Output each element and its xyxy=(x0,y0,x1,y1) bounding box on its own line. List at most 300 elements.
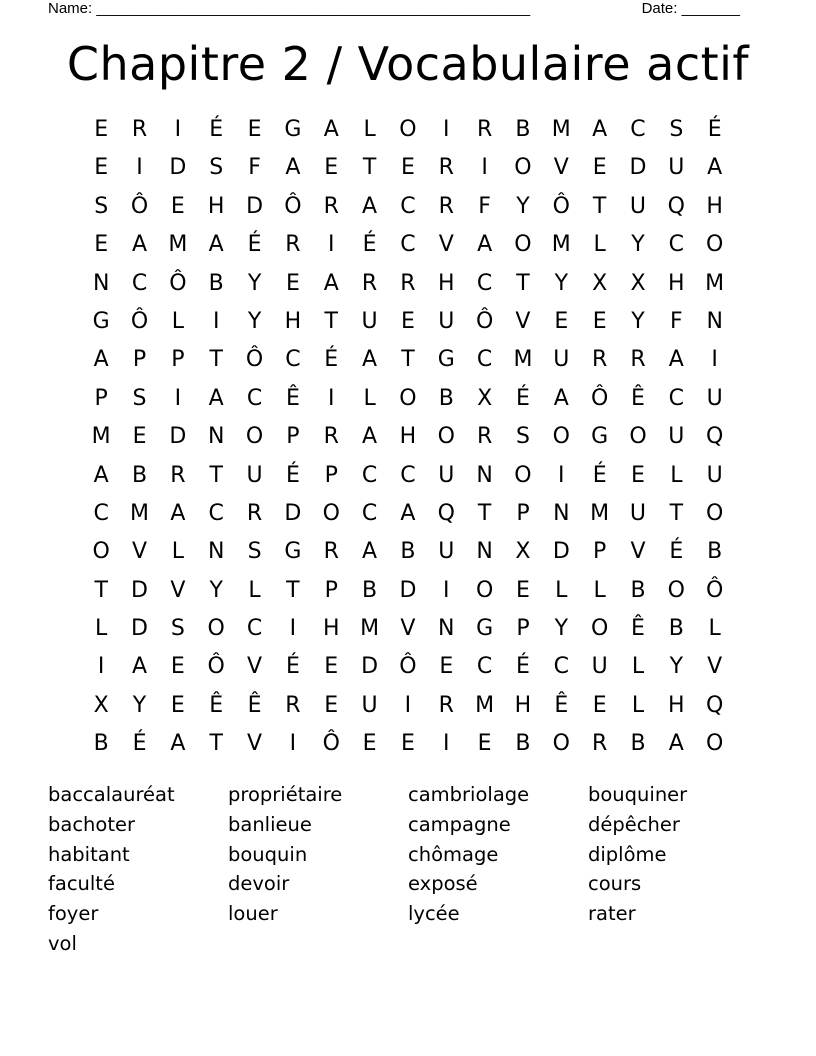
grid-row xyxy=(82,341,734,379)
grid-letter: O xyxy=(552,731,570,757)
grid-letter: B xyxy=(400,539,416,565)
grid-letter: B xyxy=(668,616,684,642)
grid-letter: L xyxy=(593,232,606,258)
grid-row xyxy=(82,265,734,303)
grid-letter: Y xyxy=(631,308,645,334)
grid-letter: I xyxy=(558,462,565,488)
grid-letter: D xyxy=(169,155,187,181)
grid-letter: E xyxy=(170,654,185,680)
grid-letter: C xyxy=(361,462,378,488)
grid-letter: M xyxy=(551,117,571,142)
grid-letter: L xyxy=(708,616,721,642)
grid-letter: É xyxy=(592,462,607,488)
grid-letter: M xyxy=(551,232,571,258)
grid-letter: C xyxy=(246,616,263,642)
grid-letter: A xyxy=(362,193,378,219)
grid-letter: É xyxy=(285,462,300,488)
grid-letter: L xyxy=(248,577,261,603)
grid-letter: I xyxy=(443,117,450,142)
grid-letter: R xyxy=(438,692,454,718)
grid-letter: S xyxy=(170,616,185,642)
grid-letter: U xyxy=(629,193,647,219)
grid-letter: Q xyxy=(706,692,724,718)
grid-letter: I xyxy=(174,117,182,142)
grid-letter: E xyxy=(592,308,607,334)
grid-letter: T xyxy=(592,193,607,219)
grid-letter: L xyxy=(171,308,184,334)
grid-letter: V xyxy=(170,577,186,603)
grid-letter: T xyxy=(477,500,492,526)
grid-letter: L xyxy=(555,577,568,603)
grid-letter: V xyxy=(630,539,646,565)
grid-letter: Y xyxy=(209,577,223,603)
grid-letter: O xyxy=(245,424,264,450)
grid-letter: E xyxy=(94,155,109,181)
grid-letter: Y xyxy=(631,232,645,258)
grid-letter: R xyxy=(246,500,263,526)
grid-letter: A xyxy=(592,117,608,142)
grid-letter: Ô xyxy=(399,654,417,680)
grid-letter: A xyxy=(131,654,148,680)
grid-letter: B xyxy=(93,731,109,757)
grid-letter: T xyxy=(669,500,684,526)
grid-letter: Y xyxy=(247,270,262,296)
grid-letter: I xyxy=(443,577,450,603)
grid-letter: M xyxy=(360,616,380,642)
grid-letter: Ô xyxy=(706,577,724,603)
grid-letter: Ê xyxy=(631,616,645,642)
word-list-item: vol xyxy=(48,931,77,955)
grid-letter: I xyxy=(443,731,450,757)
grid-letter: S xyxy=(515,424,530,450)
grid-letter: I xyxy=(174,385,182,411)
word-list-item: habitant xyxy=(48,842,130,866)
grid-letter: Ê xyxy=(285,385,300,411)
grid-letter: G xyxy=(437,347,455,373)
grid-letter: R xyxy=(438,193,454,219)
grid-letter: É xyxy=(285,654,300,680)
grid-letter: A xyxy=(477,232,493,258)
grid-letter: M xyxy=(705,270,725,296)
grid-letter: E xyxy=(362,731,377,757)
grid-letter: C xyxy=(476,654,493,680)
grid-letter: É xyxy=(209,117,224,142)
grid-letter: E xyxy=(324,654,339,680)
grid-row xyxy=(82,111,734,149)
grid-letter: D xyxy=(169,424,187,450)
grid-letter: P xyxy=(94,385,108,411)
word-list-item: bouquiner xyxy=(588,783,688,806)
grid-letter: O xyxy=(514,232,532,258)
grid-letter: Ô xyxy=(207,654,225,680)
grid-letter: D xyxy=(246,193,264,219)
grid-letter: A xyxy=(170,500,186,526)
grid-letter: G xyxy=(591,424,609,450)
grid-letter: Ê xyxy=(631,385,645,411)
grid-letter: U xyxy=(668,155,685,181)
grid-letter: D xyxy=(131,616,148,642)
grid-letter: A xyxy=(170,731,186,757)
grid-row xyxy=(82,533,734,571)
grid-letter: R xyxy=(285,692,301,718)
word-list-item: chômage xyxy=(408,842,499,866)
name-field-label: Name: ____________________________________________________ xyxy=(48,0,531,17)
grid-row xyxy=(82,418,734,456)
grid-letter: E xyxy=(170,193,185,219)
grid-letter: É xyxy=(669,539,684,565)
grid-letter: T xyxy=(209,347,223,373)
grid-letter: C xyxy=(476,270,493,296)
grid-letter: B xyxy=(362,577,378,603)
word-list-item: banlieue xyxy=(228,812,312,836)
grid-letter: M xyxy=(590,500,610,526)
grid-letter: B xyxy=(131,462,148,488)
word-list-item: propriétaire xyxy=(228,783,343,806)
grid-letter: M xyxy=(130,500,149,526)
grid-letter: O xyxy=(399,117,417,142)
grid-letter: E xyxy=(132,424,147,450)
date-field-label: Date: _______ xyxy=(641,0,740,17)
grid-letter: U xyxy=(438,308,455,334)
grid-letter: R xyxy=(131,117,148,142)
grid-letter: P xyxy=(132,347,147,373)
grid-letter: B xyxy=(438,385,454,411)
grid-letter: É xyxy=(516,654,530,680)
grid-letter: V xyxy=(247,654,263,680)
grid-letter: L xyxy=(363,117,376,142)
grid-letter: C xyxy=(630,117,646,142)
grid-letter: Y xyxy=(132,692,147,718)
worksheet-header xyxy=(48,0,740,18)
grid-letter: U xyxy=(668,424,685,450)
grid-letter: A xyxy=(362,347,378,373)
grid-letter: Ê xyxy=(209,692,224,718)
grid-letter: H xyxy=(322,616,340,642)
grid-letter: H xyxy=(668,692,685,718)
grid-letter: D xyxy=(552,539,570,565)
grid-letter: A xyxy=(93,347,109,373)
grid-row xyxy=(82,457,734,495)
grid-letter: S xyxy=(209,155,224,181)
word-list-item: faculté xyxy=(48,872,115,896)
grid-letter: Ô xyxy=(169,270,187,296)
word-list-item: rater xyxy=(588,902,636,926)
grid-letter: H xyxy=(437,270,455,296)
grid-letter: Ê xyxy=(247,692,262,718)
grid-letter: G xyxy=(284,539,302,565)
grid-letter: Ô xyxy=(245,347,264,373)
grid-letter: P xyxy=(324,462,338,488)
grid-letter: N xyxy=(207,539,225,565)
grid-letter: R xyxy=(591,731,608,757)
grid-letter: H xyxy=(284,308,302,334)
grid-letter: X xyxy=(592,270,608,296)
grid-letter: E xyxy=(400,155,415,181)
grid-letter: Q xyxy=(437,500,455,526)
grid-letter: A xyxy=(93,462,109,488)
grid-letter: N xyxy=(706,308,723,334)
grid-letter: L xyxy=(631,654,645,680)
grid-letter: U xyxy=(553,347,570,373)
grid-letter: U xyxy=(706,462,723,488)
grid-letter: U xyxy=(591,654,608,680)
grid-letter: E xyxy=(94,232,109,258)
grid-row xyxy=(82,226,734,264)
grid-letter: Ô xyxy=(552,193,570,219)
word-list-item: lycée xyxy=(408,902,460,926)
grid-letter: R xyxy=(323,424,339,450)
grid-letter: N xyxy=(553,500,570,526)
grid-letter: I xyxy=(212,308,220,334)
grid-letter: C xyxy=(668,232,685,258)
grid-letter: Y xyxy=(669,654,684,680)
grid-letter: Ô xyxy=(130,308,149,334)
word-list-item: devoir xyxy=(228,872,290,896)
grid-letter: I xyxy=(289,731,297,757)
grid-letter: H xyxy=(706,193,723,219)
grid-letter: D xyxy=(399,577,417,603)
grid-letter: E xyxy=(285,270,300,296)
grid-letter: D xyxy=(131,577,148,603)
grid-letter: B xyxy=(515,731,531,757)
page-title: Chapitre 2 / Vocabulaire actif xyxy=(66,37,750,91)
word-list-item: campagne xyxy=(408,812,511,836)
grid-letter: X xyxy=(630,270,646,296)
grid-letter: Y xyxy=(247,308,262,334)
grid-row xyxy=(82,610,734,648)
grid-letter: Ô xyxy=(475,308,494,334)
grid-letter: O xyxy=(399,385,417,411)
grid-letter: R xyxy=(476,424,493,450)
grid-letter: T xyxy=(401,347,415,373)
grid-letter: V xyxy=(400,616,416,642)
grid-letter: F xyxy=(670,308,683,334)
word-list-item: foyer xyxy=(48,902,99,926)
grid-letter: U xyxy=(629,500,647,526)
grid-row xyxy=(82,648,734,686)
grid-letter: P xyxy=(516,500,530,526)
grid-letter: O xyxy=(706,500,724,526)
grid-letter: Ô xyxy=(284,193,302,219)
grid-letter: L xyxy=(95,616,108,642)
grid-letter: S xyxy=(669,117,684,142)
grid-letter: L xyxy=(593,577,606,603)
grid-letter: A xyxy=(400,500,416,526)
grid-letter: M xyxy=(513,347,533,373)
word-list-item: bouquin xyxy=(228,842,308,866)
grid-letter: C xyxy=(93,500,109,526)
grid-letter: T xyxy=(516,270,530,296)
grid-letter: T xyxy=(286,577,300,603)
grid-letter: E xyxy=(477,731,492,757)
grid-letter: E xyxy=(400,308,415,334)
grid-letter: N xyxy=(476,462,493,488)
grid-letter: R xyxy=(476,117,493,142)
grid-letter: C xyxy=(361,500,378,526)
grid-letter: X xyxy=(515,539,531,565)
grid-letter: O xyxy=(475,577,494,603)
grid-letter: Y xyxy=(516,193,530,219)
word-list-item: cours xyxy=(588,872,642,896)
grid-letter: É xyxy=(362,232,377,258)
grid-letter: R xyxy=(170,462,186,488)
grid-letter: I xyxy=(711,347,718,373)
grid-letter: Ê xyxy=(554,692,569,718)
grid-letter: N xyxy=(207,424,225,450)
grid-letter: O xyxy=(706,731,724,757)
grid-letter: T xyxy=(209,462,223,488)
grid-letter: U xyxy=(706,385,723,411)
grid-letter: Ô xyxy=(590,385,609,411)
grid-letter: L xyxy=(171,539,184,565)
grid-letter: A xyxy=(131,232,148,258)
grid-row xyxy=(82,380,734,418)
grid-letter: E xyxy=(554,308,569,334)
grid-letter: C xyxy=(476,347,493,373)
grid-letter: U xyxy=(361,692,378,718)
grid-letter: F xyxy=(478,193,491,219)
word-search-grid xyxy=(82,111,734,764)
grid-letter: A xyxy=(208,385,224,411)
grid-letter: C xyxy=(400,193,416,219)
grid-letter: V xyxy=(707,654,723,680)
grid-letter: A xyxy=(285,155,301,181)
grid-letter: P xyxy=(593,539,607,565)
grid-letter: I xyxy=(404,692,412,718)
grid-letter: D xyxy=(629,155,647,181)
grid-letter: T xyxy=(209,731,223,757)
grid-letter: F xyxy=(248,155,261,181)
grid-letter: C xyxy=(400,232,416,258)
grid-letter: R xyxy=(285,232,301,258)
grid-letter: V xyxy=(515,308,531,334)
grid-letter: R xyxy=(323,193,339,219)
grid-letter: V xyxy=(131,539,148,565)
grid-letter: I xyxy=(97,654,105,680)
grid-letter: V xyxy=(438,232,454,258)
grid-letter: I xyxy=(481,155,488,181)
grid-letter: A xyxy=(668,347,684,373)
grid-letter: A xyxy=(553,385,569,411)
grid-letter: É xyxy=(247,232,262,258)
grid-letter: T xyxy=(94,577,108,603)
grid-letter: H xyxy=(399,424,417,450)
grid-letter: O xyxy=(514,155,532,181)
grid-letter: A xyxy=(362,539,378,565)
grid-letter: H xyxy=(207,193,225,219)
grid-letter: G xyxy=(284,117,302,142)
grid-letter: O xyxy=(590,616,609,642)
grid-letter: E xyxy=(247,117,262,142)
grid-letter: T xyxy=(324,308,338,334)
grid-letter: O xyxy=(629,424,647,450)
grid-letter: R xyxy=(630,347,646,373)
grid-letter: Ô xyxy=(130,193,149,219)
grid-letter: E xyxy=(324,155,339,181)
grid-letter: C xyxy=(553,654,569,680)
grid-letter: X xyxy=(477,385,493,411)
grid-letter: L xyxy=(670,462,683,488)
grid-letter: A xyxy=(323,117,339,142)
grid-letter: É xyxy=(324,347,339,373)
grid-letter: H xyxy=(668,270,685,296)
grid-letter: I xyxy=(136,155,143,181)
grid-letter: C xyxy=(285,347,301,373)
word-list-item: bachoter xyxy=(48,812,135,836)
grid-letter: D xyxy=(361,654,379,680)
grid-letter: B xyxy=(630,731,646,757)
grid-letter: S xyxy=(94,193,109,219)
grid-letter: B xyxy=(630,577,646,603)
grid-letter: Q xyxy=(667,193,685,219)
grid-letter: E xyxy=(170,692,185,718)
grid-letter: O xyxy=(706,232,724,258)
grid-letter: G xyxy=(92,308,110,334)
grid-letter: L xyxy=(631,692,645,718)
grid-letter: R xyxy=(323,539,339,565)
grid-letter: N xyxy=(476,539,493,565)
grid-letter: S xyxy=(132,385,147,411)
grid-letter: M xyxy=(91,424,111,450)
word-list-item: cambriolage xyxy=(408,783,530,806)
word-list-item: dépêcher xyxy=(588,812,680,836)
grid-letter: C xyxy=(400,462,416,488)
grid-letter: P xyxy=(516,616,530,642)
grid-letter: A xyxy=(323,270,339,296)
grid-letter: R xyxy=(438,155,454,181)
grid-letter: C xyxy=(246,385,263,411)
grid-letter: V xyxy=(247,731,263,757)
grid-letter: Ô xyxy=(322,731,340,757)
grid-letter: Y xyxy=(554,270,569,296)
grid-letter: Q xyxy=(706,424,724,450)
word-list-item: diplôme xyxy=(588,842,667,866)
grid-letter: E xyxy=(631,462,645,488)
grid-row xyxy=(82,687,734,725)
grid-letter: B xyxy=(515,117,531,142)
grid-letter: H xyxy=(514,692,532,718)
grid-letter: R xyxy=(361,270,378,296)
word-list-item: exposé xyxy=(408,872,478,896)
grid-letter: U xyxy=(246,462,263,488)
grid-letter: X xyxy=(93,692,109,718)
grid-letter: E xyxy=(94,117,109,142)
grid-letter: D xyxy=(284,500,302,526)
grid-letter: C xyxy=(131,270,148,296)
grid-letter: O xyxy=(437,424,455,450)
grid-letter: L xyxy=(363,385,376,411)
grid-letter: O xyxy=(92,539,110,565)
grid-letter: O xyxy=(552,424,570,450)
grid-row xyxy=(82,149,734,187)
grid-letter: O xyxy=(514,462,532,488)
grid-letter: O xyxy=(667,577,685,603)
grid-row xyxy=(82,188,734,226)
grid-row xyxy=(82,725,734,763)
grid-letter: E xyxy=(592,692,607,718)
grid-letter: E xyxy=(592,155,607,181)
grid-letter: Y xyxy=(554,616,569,642)
grid-letter: U xyxy=(361,308,378,334)
grid-letter: I xyxy=(289,616,297,642)
grid-letter: P xyxy=(286,424,300,450)
grid-letter: É xyxy=(707,117,722,142)
grid-letter: C xyxy=(208,500,224,526)
grid-letter: É xyxy=(516,385,530,411)
grid-letter: I xyxy=(327,232,335,258)
grid-letter: A xyxy=(362,424,378,450)
grid-letter: É xyxy=(132,731,147,757)
